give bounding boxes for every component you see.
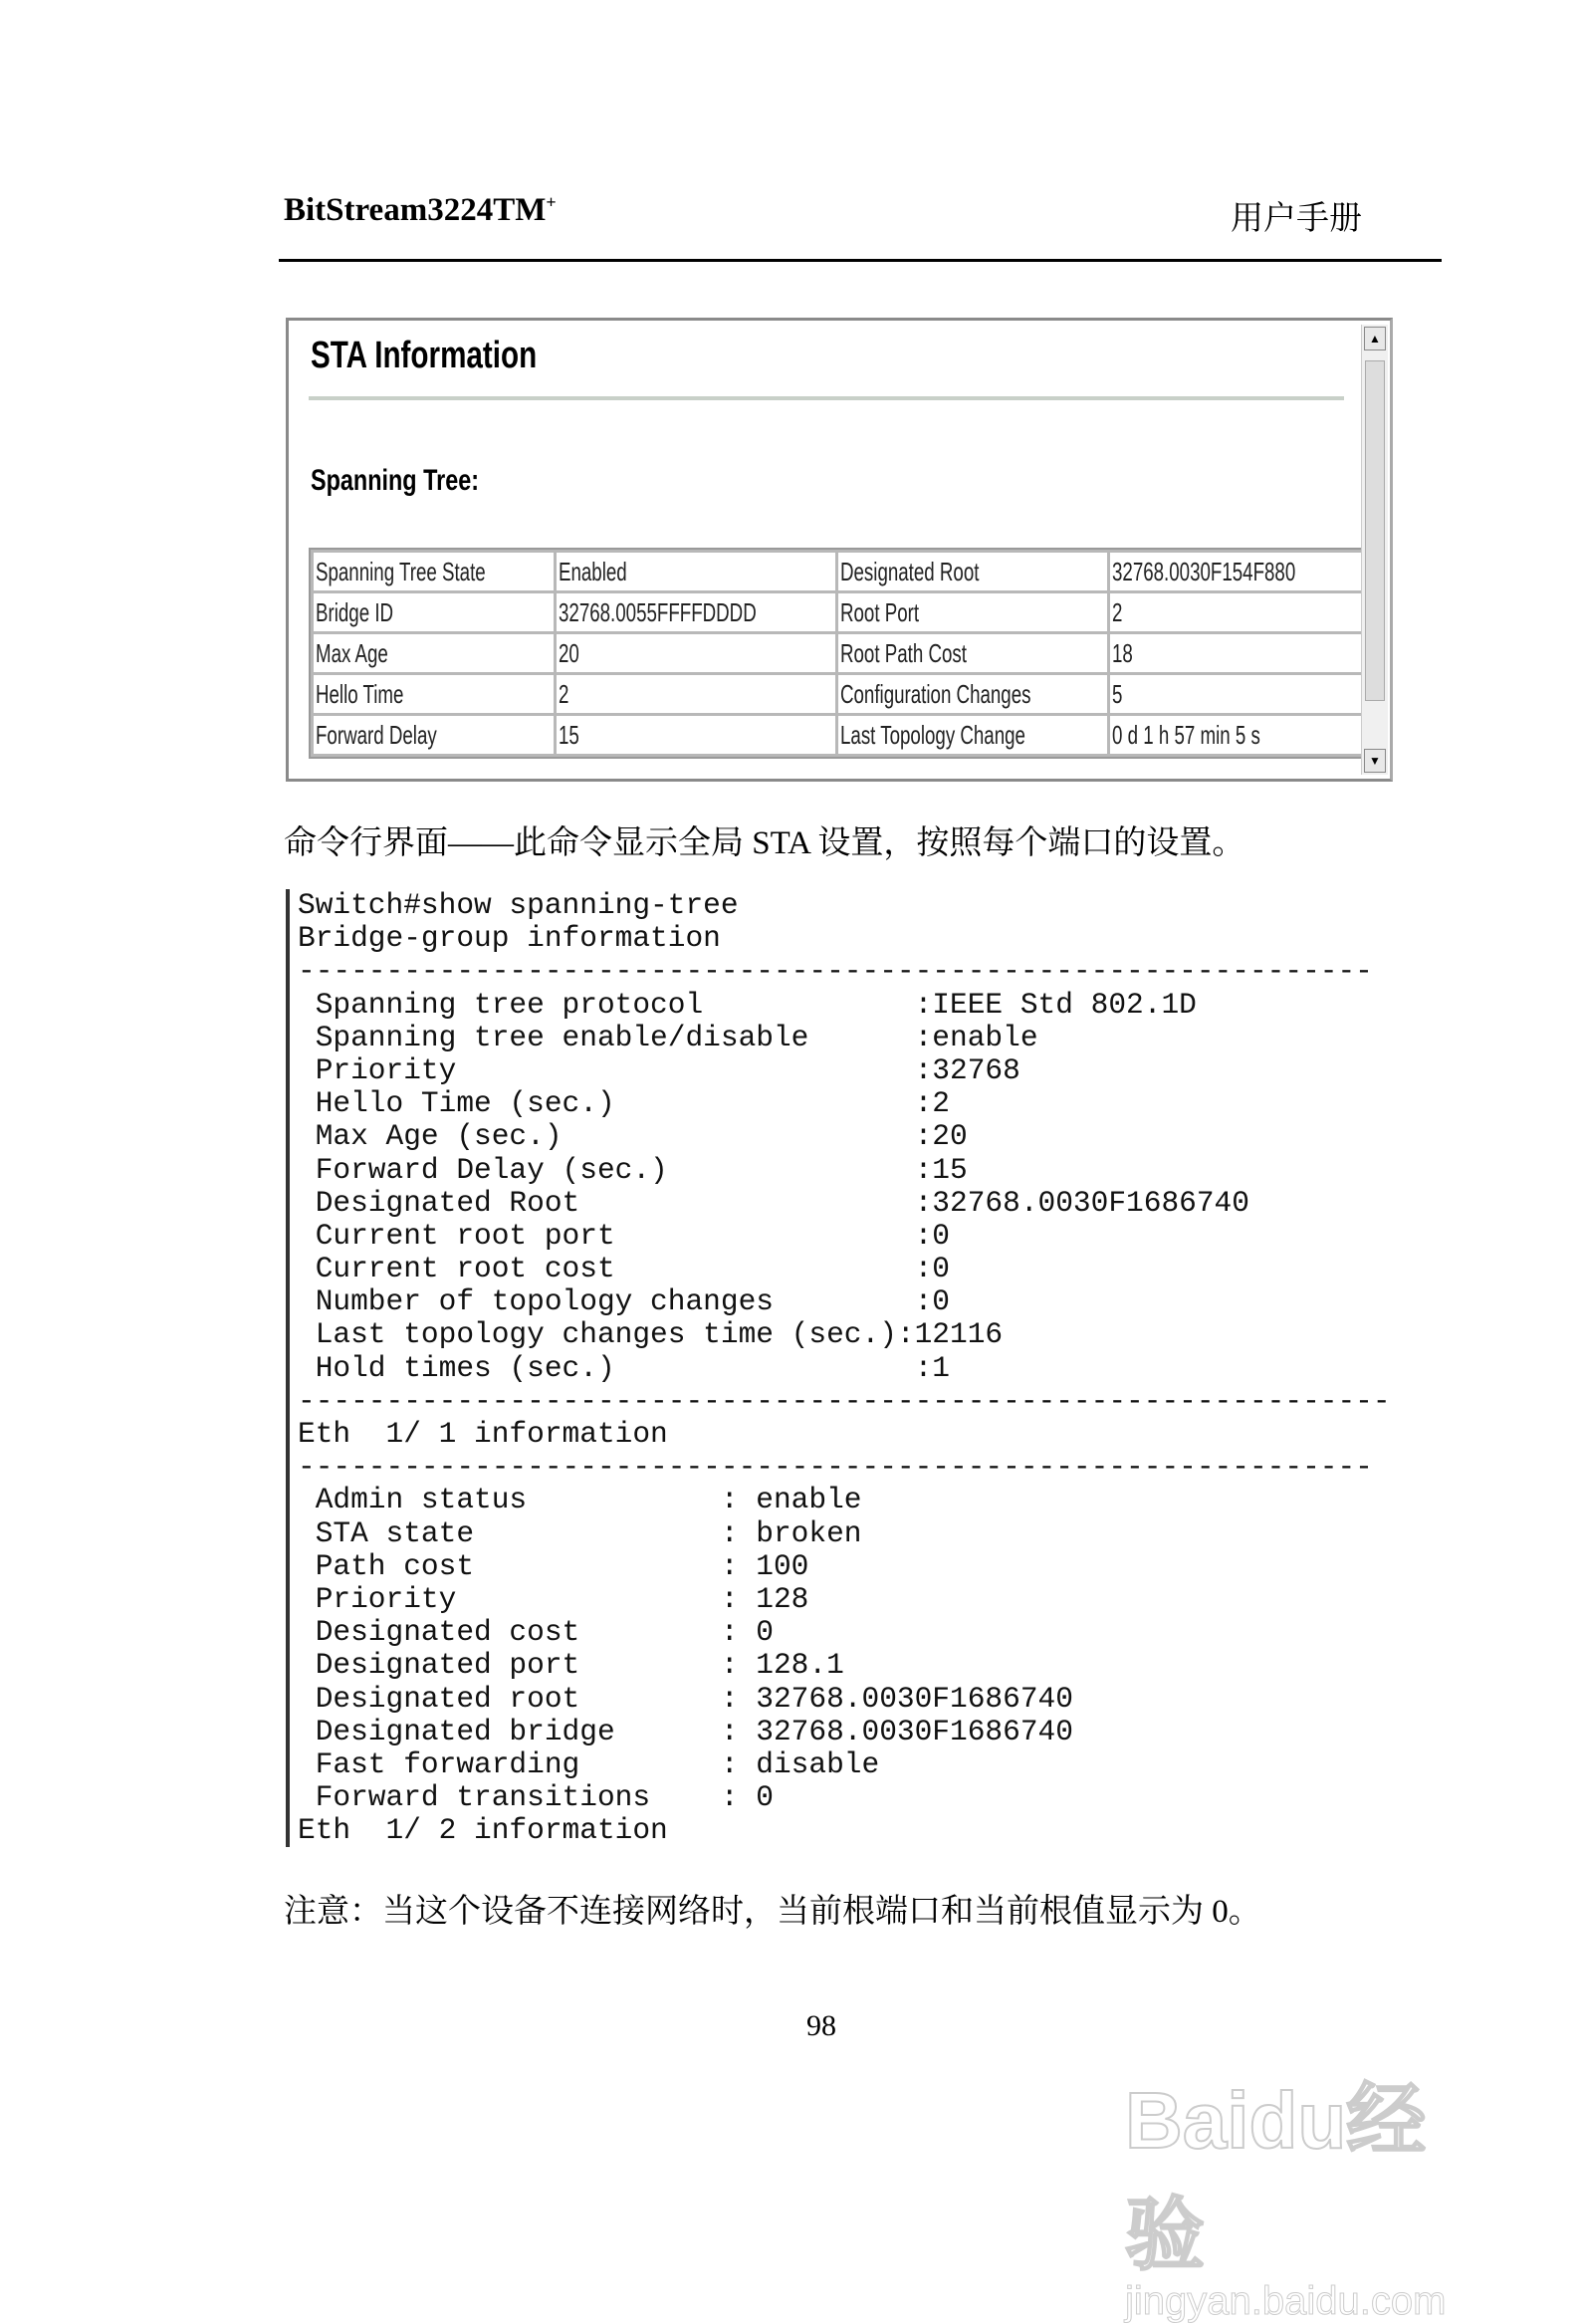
cli-line: Fast forwarding : disable: [298, 1746, 880, 1781]
field-value: [557, 553, 835, 590]
scrollbar[interactable]: [1361, 325, 1388, 775]
cli-line: Priority :32768: [298, 1052, 1020, 1087]
scroll-up-icon[interactable]: ▲: [1364, 327, 1386, 350]
table-row: [314, 634, 1369, 672]
cli-line: Forward transitions : 0: [298, 1780, 774, 1815]
field-label: [314, 634, 554, 672]
cli-line: Path cost : 100: [298, 1548, 809, 1583]
cell-text: Root Path Cost: [840, 637, 968, 668]
cell-text: 2: [1112, 596, 1123, 627]
cell-text: Bridge ID: [316, 596, 394, 627]
cli-line: Designated cost : 0: [298, 1615, 774, 1650]
field-label: [838, 716, 1107, 754]
cli-line: Switch#show spanning-tree: [298, 888, 739, 922]
cli-line: Number of topology changes :0: [298, 1284, 951, 1319]
cell-text: Designated Root: [840, 556, 980, 586]
cli-line: -------------------------------------------------------------: [298, 1450, 1373, 1485]
cli-caption: 命令行界面——此命令显示全局 STA 设置，按照每个端口的设置。: [284, 825, 1245, 861]
table-row: [314, 553, 1369, 590]
field-value: [557, 593, 835, 631]
cli-line: Hold times (sec.) :1: [298, 1350, 951, 1385]
cell-text: Enabled: [559, 556, 627, 586]
watermark-logo: Baidu经验: [1125, 2076, 1427, 2279]
cli-line: Spanning tree enable/disable :enable: [298, 1020, 1038, 1054]
cli-line: Designated port : 128.1: [298, 1648, 844, 1683]
cell-text: 0 d 1 h 57 min 5 s: [1112, 719, 1260, 750]
sta-info-table: [309, 548, 1374, 759]
table-row: [314, 593, 1369, 631]
cell-text: 20: [559, 637, 579, 668]
cli-line: Hello Time (sec.) :2: [298, 1086, 951, 1121]
spanning-tree-heading: Spanning Tree:: [311, 464, 480, 497]
cell-text: 32768.0055FFFFDDDD: [559, 596, 757, 627]
field-label: [838, 634, 1107, 672]
cell-text: Max Age: [316, 637, 388, 668]
cli-line: Current root port :0: [298, 1218, 951, 1253]
cli-line: Max Age (sec.) :20: [298, 1119, 968, 1154]
field-value: [1110, 553, 1369, 590]
cli-line: --------------------------------------------------------------: [298, 1383, 1391, 1418]
cli-line: Designated bridge : 32768.0030F1686740: [298, 1714, 1073, 1748]
page-number: 98: [806, 2009, 836, 2042]
field-value: [1110, 593, 1369, 631]
cell-text: Last Topology Change: [840, 719, 1026, 750]
cli-line: Eth 1/ 1 information: [298, 1417, 668, 1451]
scroll-down-icon[interactable]: ▼: [1364, 749, 1386, 773]
cli-line: Last topology changes time (sec.):12116: [298, 1317, 1004, 1352]
table-row: [314, 716, 1369, 754]
field-label: [314, 716, 554, 754]
cell-text: Configuration Changes: [840, 678, 1031, 709]
header-rule: [279, 259, 1442, 262]
cli-line: Forward Delay (sec.) :15: [298, 1152, 968, 1187]
cli-line: Bridge-group information: [298, 921, 721, 956]
product-superscript: +: [546, 192, 557, 212]
watermark-url: jingyan.baidu.com: [1125, 2279, 1447, 2323]
note-text: 注意：当这个设备不连接网络时，当前根端口和当前根值显示为 0。: [284, 1894, 1261, 1930]
manual-label: 用户手册: [1231, 201, 1362, 237]
table-row: [314, 675, 1369, 713]
sta-information-screenshot: [286, 318, 1393, 782]
cell-text: 32768.0030F154F880: [1112, 556, 1296, 586]
field-label: [838, 675, 1107, 713]
cli-line: Designated root : 32768.0030F1686740: [298, 1681, 1073, 1716]
cli-output: [286, 889, 1433, 1847]
field-label: [314, 553, 554, 590]
field-value: [557, 634, 835, 672]
field-label: [314, 593, 554, 631]
cell-text: 5: [1112, 678, 1123, 709]
field-label: [838, 553, 1107, 590]
cell-text: Hello Time: [316, 678, 404, 709]
document-product-title: [284, 192, 557, 229]
cli-line: Priority : 128: [298, 1581, 809, 1616]
product-name: BitStream3224TM: [284, 192, 547, 228]
cell-text: Forward Delay: [316, 719, 437, 750]
title-divider: [309, 396, 1344, 400]
cell-text: 18: [1112, 637, 1133, 668]
cli-line: STA state : broken: [298, 1515, 862, 1550]
cli-line: Eth 1/ 2 information: [298, 1813, 668, 1848]
cell-text: Spanning Tree State: [316, 556, 486, 586]
field-label: [838, 593, 1107, 631]
cell-text: 2: [559, 678, 569, 709]
field-value: [557, 675, 835, 713]
cli-line: -------------------------------------------------------------: [298, 954, 1373, 989]
field-value: [1110, 634, 1369, 672]
cli-line: Spanning tree protocol :IEEE Std 802.1D: [298, 987, 1197, 1022]
field-value: [557, 716, 835, 754]
scrollbar-thumb[interactable]: [1365, 360, 1385, 701]
cell-text: Root Port: [840, 596, 920, 627]
cli-line: Designated Root :32768.0030F1686740: [298, 1185, 1249, 1220]
field-value: [1110, 716, 1369, 754]
field-label: [314, 675, 554, 713]
field-value: [1110, 675, 1369, 713]
cell-text: 15: [559, 719, 579, 750]
baidu-watermark: [1125, 2056, 1493, 2323]
cli-line: Current root cost :0: [298, 1252, 951, 1286]
screenshot-title: STA Information: [311, 335, 538, 376]
cli-line: Admin status : enable: [298, 1483, 862, 1517]
